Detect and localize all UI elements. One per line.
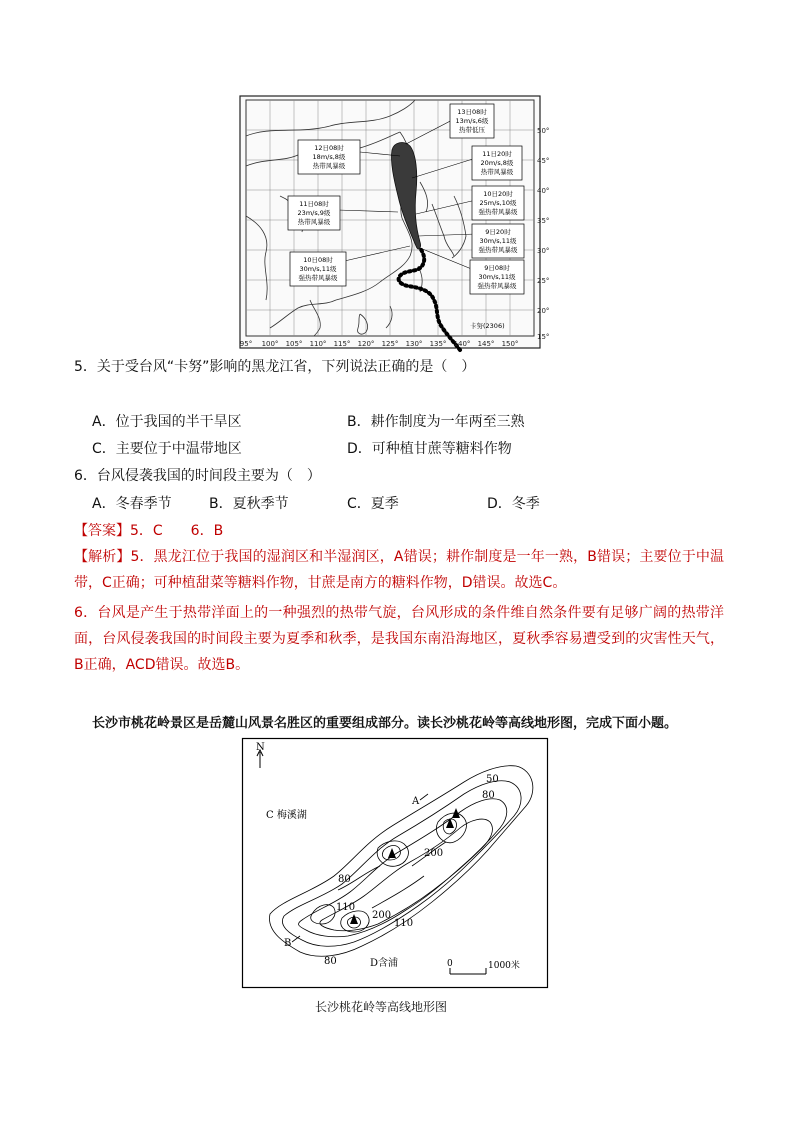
callout-5-line-1: 10日20时 <box>483 190 513 198</box>
callout-7-line-2: 30m/s,11级 <box>299 265 337 273</box>
callout-6-line-3: 强热带风暴级 <box>478 246 518 254</box>
callout-4-line-3: 热带风暴级 <box>297 218 331 226</box>
callout-1-line-3: 热带低压 <box>459 126 485 134</box>
contour-label-110a: 110 <box>336 902 356 913</box>
callout-box-7 <box>290 252 346 286</box>
callout-6-line-1: 9日20时 <box>485 228 511 236</box>
contour-label-200a: 200 <box>424 848 444 859</box>
callout-8-line-2: 30m/s,11级 <box>478 273 516 281</box>
question-5-option-b: B．耕作制度为一年两至三熟 <box>347 414 525 430</box>
contour-label-80c: 80 <box>324 956 337 967</box>
question-6-option-a: A．冬春季节 <box>92 496 172 512</box>
question-6-option-c: C．夏季 <box>347 496 399 512</box>
lat-label-35: 35° <box>537 217 550 225</box>
lon-label-105: 105° <box>285 340 303 348</box>
callout-3-line-3: 热带风暴级 <box>480 168 514 176</box>
callout-4-line-2: 23m/s,9级 <box>297 209 331 217</box>
answer-text: 5．C 6．B <box>130 523 224 539</box>
contour-map <box>242 738 548 988</box>
callout-2-line-3: 热带风暴级 <box>312 162 346 170</box>
callout-box-8 <box>470 260 524 294</box>
contour-label-80a: 80 <box>482 790 495 801</box>
callout-box-6 <box>472 224 524 258</box>
lat-label-50: 50° <box>537 127 550 135</box>
lat-label-20: 20° <box>537 307 550 315</box>
question-5-option-d: D．可种植甘蔗等糖料作物 <box>347 441 512 457</box>
answer-tag: 【答案】 <box>74 523 130 539</box>
question-5-option-c: C．主要位于中温带地区 <box>92 441 242 457</box>
lon-label-100: 100° <box>261 340 279 348</box>
map-caption: 长沙桃花岭等高线地形图 <box>315 1000 448 1014</box>
callout-7-line-3: 强热带风暴级 <box>298 274 338 282</box>
callout-6-line-2: 30m/s,11级 <box>479 237 517 245</box>
contour-label-110b: 110 <box>394 918 414 929</box>
callout-3-line-2: 20m/s,8级 <box>480 159 514 167</box>
analysis-q6-text: 6．台风是产生于热带洋面上的一种强烈的热带气旋，台风形成的条件维自然条件要有足够广阔的热带洋面，台风侵袭我国的时间段主要为夏季和秋季，是我国东南沿海地区，夏秋季容易遭受到的灾害性天气，B正确，ACD错误。故选B。 <box>74 605 724 673</box>
callout-1-line-1: 13日08时 <box>457 108 487 116</box>
callout-2-line-1: 12日08时 <box>314 144 344 152</box>
analysis-q6 <box>74 600 724 678</box>
contour-label-80b: 80 <box>338 874 351 885</box>
lake-label: C 梅溪湖 <box>266 810 307 821</box>
lat-label-25: 25° <box>537 277 550 285</box>
lon-label-145: 145° <box>477 340 495 348</box>
lon-label-150: 150° <box>501 340 519 348</box>
callout-5-line-3: 强热带风暴级 <box>478 208 518 216</box>
analysis-tag: 【解析】 <box>74 549 131 565</box>
contour-label-50: 50 <box>486 774 499 785</box>
scale-length: 1000米 <box>488 961 520 971</box>
lon-label-115: 115° <box>333 340 351 348</box>
lat-label-45: 45° <box>537 157 550 165</box>
track-label: 卡努(2306) <box>470 322 505 330</box>
analysis-q5-text: 5．黑龙江位于我国的湿润区和半湿润区，A错误；耕作制度是一年一熟，B错误；主要位于中温带，C正确；可种植甜菜等糖料作物，甘蔗是南方的糖料作物，D错误。故选C。 <box>74 549 724 591</box>
callout-box-4 <box>288 196 340 230</box>
answer-line <box>74 518 223 544</box>
lon-label-140: 140° <box>453 340 471 348</box>
point-a-label: A <box>412 796 420 807</box>
callout-8-line-1: 9日08时 <box>484 264 510 272</box>
contour-label-200b: 200 <box>372 910 392 921</box>
callout-4-line-1: 11日08时 <box>299 200 329 208</box>
callout-box-1 <box>450 104 494 138</box>
question-5-option-a: A．位于我国的半干旱区 <box>92 414 242 430</box>
lon-label-130: 130° <box>405 340 423 348</box>
callout-5-line-2: 25m/s,10级 <box>479 199 517 207</box>
point-b-label: B <box>284 938 292 949</box>
callout-box-2 <box>298 140 360 174</box>
callout-2-line-2: 18m/s,8级 <box>312 153 346 161</box>
lat-label-40: 40° <box>537 187 550 195</box>
lon-label-125: 125° <box>381 340 399 348</box>
callout-3-line-1: 11日20时 <box>482 150 512 158</box>
section-intro: 长沙市桃花岭景区是岳麓山风景名胜区的重要组成部分。读长沙桃花岭等高线地形图，完成下面小题。 <box>92 716 678 731</box>
north-label: N <box>256 742 265 753</box>
analysis-q5 <box>74 544 724 596</box>
lon-label-120: 120° <box>357 340 375 348</box>
callout-box-3 <box>472 146 522 180</box>
callout-1-line-2: 13m/s,6级 <box>455 117 489 125</box>
question-6-option-b: B．夏秋季节 <box>209 496 289 512</box>
lat-label-15: 15° <box>537 333 550 341</box>
typhoon-track-map <box>239 96 550 348</box>
contour-map-svg <box>242 738 548 988</box>
lon-label-135: 135° <box>429 340 447 348</box>
lon-label-95: 95° <box>239 340 253 348</box>
question-5-stem: 5．关于受台风“卡努”影响的黑龙江省，下列说法正确的是（ ） <box>74 359 476 375</box>
lat-label-30: 30° <box>537 247 550 255</box>
town-label: D含浦 <box>370 958 399 969</box>
typhoon-map-svg <box>239 96 550 348</box>
question-6-stem: 6．台风侵袭我国的时间段主要为（ ） <box>74 468 321 484</box>
callout-8-line-3: 强热带风暴级 <box>477 282 517 290</box>
scale-zero: 0 <box>447 959 453 969</box>
question-6-option-d: D．冬季 <box>487 496 540 512</box>
callout-7-line-1: 10日08时 <box>303 256 333 264</box>
callout-box-5 <box>472 186 524 220</box>
lon-label-110: 110° <box>309 340 327 348</box>
